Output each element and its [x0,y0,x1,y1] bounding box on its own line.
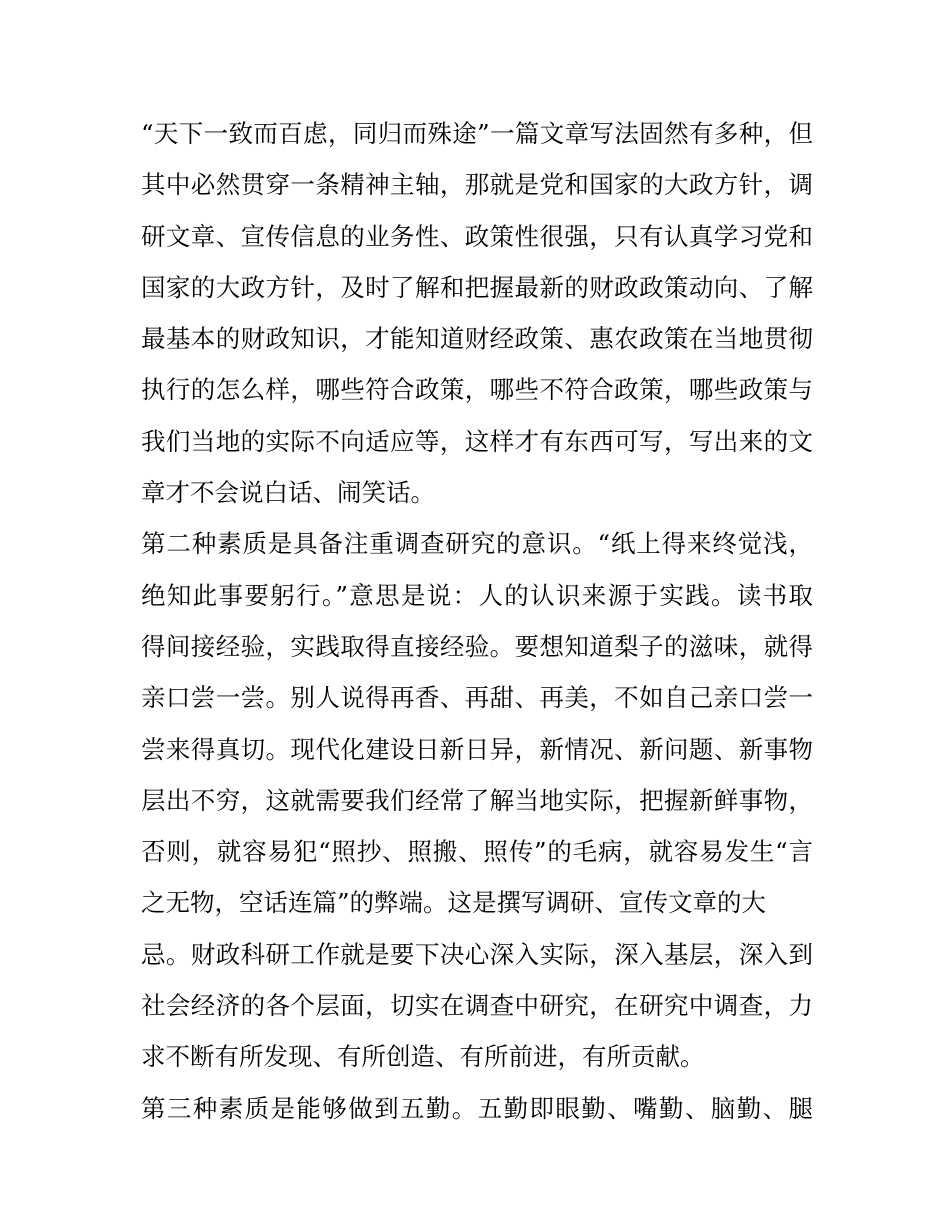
text-line: 我们当地的实际不向适应等，这样才有东西可写，写出来的文 [141,426,813,456]
text-line: 研文章、宣传信息的业务性、政策性很强，只有认真学习党和 [141,221,813,251]
text-line: 之无物，空话连篇”的弊端。这是撰写调研、宣传文章的大 [141,888,767,918]
text-line: 执行的怎么样，哪些符合政策，哪些不符合政策，哪些政策与 [141,375,813,405]
text-line: 第三种素质是能够做到五勤。五勤即眼勤、嘴勤、脑勤、腿 [141,1093,813,1123]
text-line: 忌。财政科研工作就是要下决心深入实际，深入基层，深入到 [141,939,813,969]
body-text [141,108,813,1134]
text-line: 求不断有所发现、有所创造、有所前进，有所贡献。 [141,1042,705,1072]
text-line: 否则，就容易犯“照抄、照搬、照传”的毛病，就容易发生“言 [141,837,813,867]
text-line: 最基本的财政知识，才能知道财经政策、惠农政策在当地贯彻 [141,324,813,354]
text-line: 亲口尝一尝。别人说得再香、再甜、再美，不如自己亲口尝一 [141,683,813,713]
text-line: 尝来得真切。现代化建设日新日异，新情况、新问题、新事物 [141,734,813,764]
text-line: 其中必然贯穿一条精神主轴，那就是党和国家的大政方针，调 [141,170,813,200]
text-line: 章才不会说白话、闹笑话。 [141,478,435,508]
text-line: 国家的大政方针，及时了解和把握最新的财政政策动向、了解 [141,272,813,302]
text-line: 社会经济的各个层面，切实在调查中研究，在研究中调查，力 [141,991,813,1021]
text-line: 第二种素质是具备注重调查研究的意识。“纸上得来终觉浅， [141,529,813,559]
text-line: 层出不穷，这就需要我们经常了解当地实际，把握新鲜事物， [141,785,813,815]
text-line: 绝知此事要躬行。”意思是说：人的认识来源于实践。读书取 [141,580,813,610]
text-line: 得间接经验，实践取得直接经验。要想知道梨子的滋味，就得 [141,631,813,661]
text-line: “天下一致而百虑，同归而殊途”一篇文章写法固然有多种，但 [141,119,813,148]
